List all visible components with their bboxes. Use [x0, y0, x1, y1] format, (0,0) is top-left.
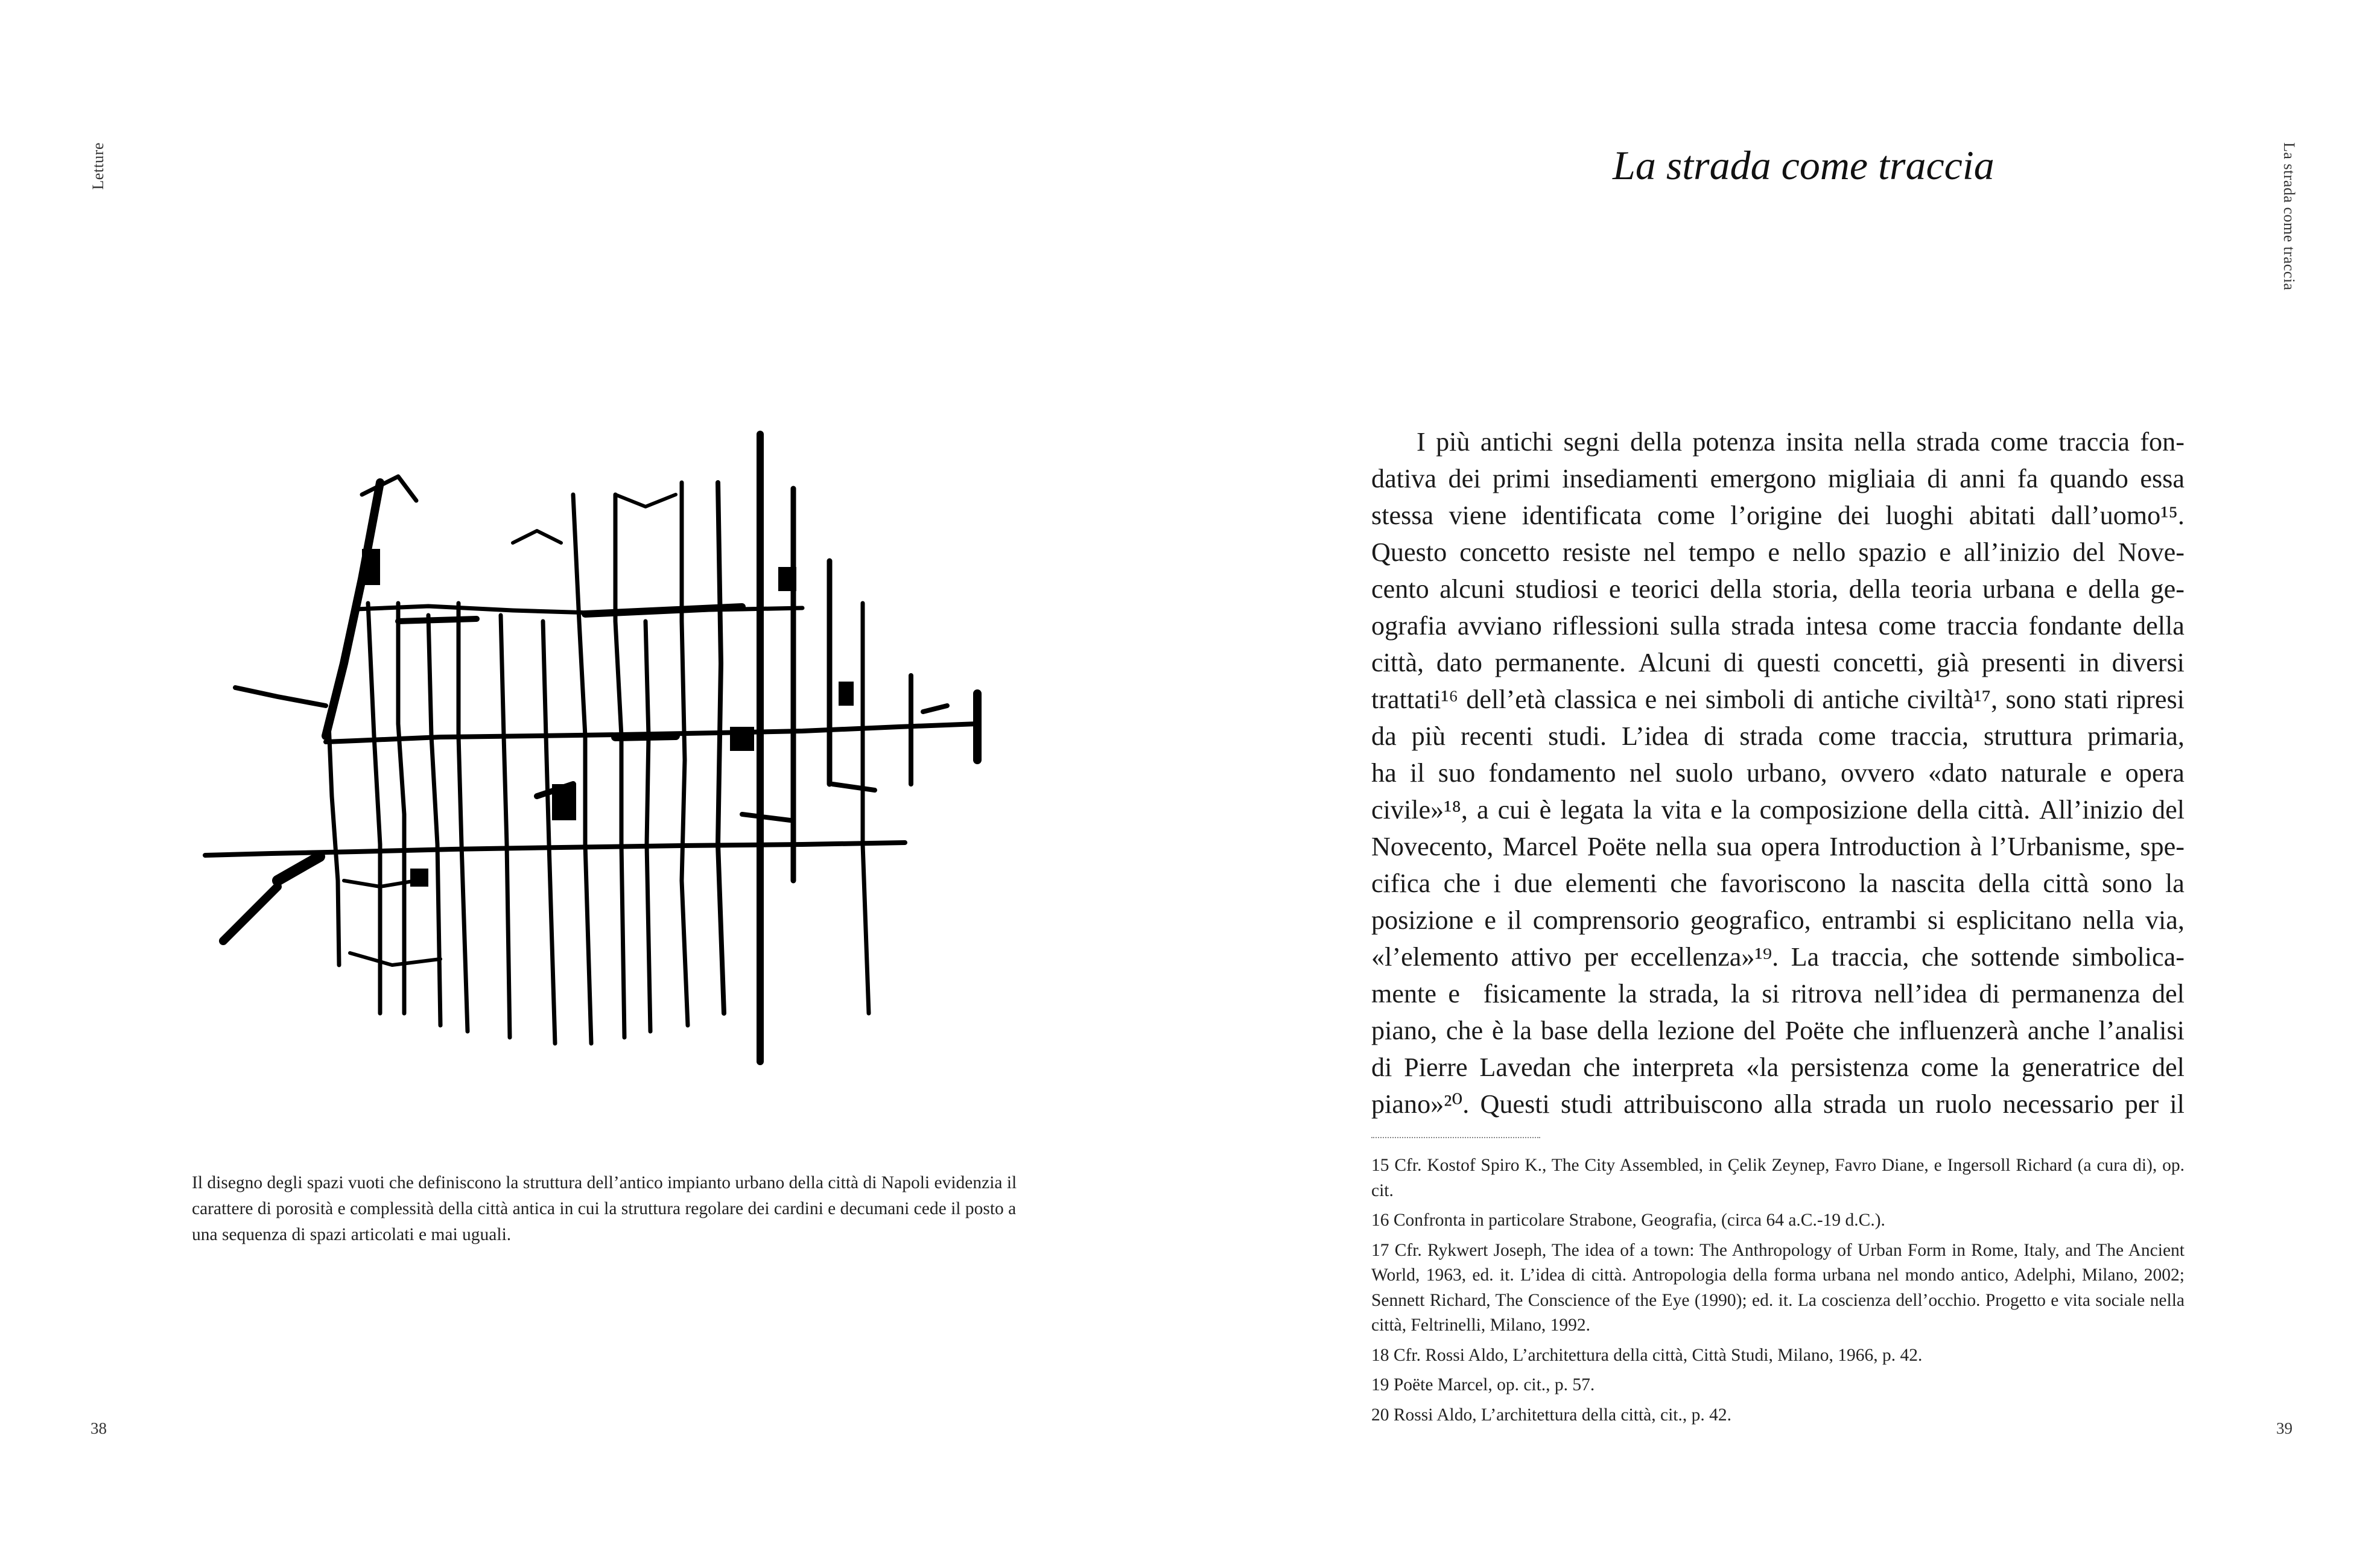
- body-line: [1371, 607, 2185, 644]
- word: come: [1878, 611, 1937, 641]
- footnote-20: 20 Rossi Aldo, L’architettura della città, cit., p. 42.: [1371, 1405, 1731, 1425]
- word: come: [1818, 721, 1876, 751]
- word: via,: [2145, 905, 2185, 935]
- word: interpreta: [1632, 1053, 1734, 1082]
- word: sua: [1716, 832, 1752, 861]
- word: base: [1540, 1016, 1588, 1045]
- word: resiste: [1562, 537, 1631, 567]
- word: strada: [1731, 611, 1795, 641]
- word: ritrova: [1791, 979, 1862, 1008]
- word: fondante: [2028, 611, 2122, 641]
- word: piano»²⁰.: [1371, 1089, 1470, 1119]
- word: urbano,: [1746, 758, 1827, 788]
- word: città,: [1371, 648, 1424, 677]
- word: che: [1445, 1016, 1484, 1045]
- word: favoriscono: [1720, 869, 1846, 898]
- word: emergono: [1710, 464, 1817, 493]
- word: della: [2088, 574, 2140, 604]
- word: primi: [1493, 464, 1550, 493]
- word: e: [2065, 574, 2078, 604]
- word: alcuni: [1439, 574, 1505, 604]
- body-text: [1371, 423, 2185, 1122]
- word: studi: [1561, 1089, 1613, 1119]
- word: Novecento,: [1371, 832, 1494, 861]
- footnotes: [1371, 1153, 2185, 1432]
- word: della: [2133, 611, 2185, 641]
- word: civile»¹⁸,: [1371, 795, 1468, 825]
- word: della: [1710, 574, 1762, 604]
- word: di: [1723, 648, 1745, 677]
- word: della: [1917, 795, 1969, 825]
- word: si: [1927, 905, 1946, 935]
- word: sottende: [1970, 942, 2060, 972]
- body-line: [1371, 497, 2185, 534]
- word: civiltà¹⁷,: [1907, 685, 1998, 714]
- word: da: [1371, 721, 1397, 751]
- word: ha: [1371, 758, 1397, 788]
- word: antichi: [1480, 427, 1553, 457]
- word: teorici: [1631, 574, 1699, 604]
- word: di: [1927, 464, 1948, 493]
- word: nella: [1655, 832, 1707, 861]
- word: l’analisi: [2098, 1016, 2185, 1045]
- word: Introduction: [1829, 832, 1961, 861]
- word: concetti,: [1833, 648, 1925, 677]
- word: Poëte: [1587, 832, 1646, 861]
- word: la: [1990, 1053, 2010, 1082]
- body-line: [1371, 1086, 2185, 1122]
- word: nel: [1643, 537, 1676, 567]
- word: migliaia: [1828, 464, 1915, 493]
- word: necessario: [2002, 1089, 2114, 1119]
- word: fisicamente: [1483, 979, 1607, 1008]
- word: strada: [1823, 1089, 1887, 1119]
- word: strada,: [1649, 979, 1719, 1008]
- word: suolo: [1675, 758, 1733, 788]
- word: mente: [1371, 979, 1436, 1008]
- word: «la: [1746, 1053, 1779, 1082]
- word: influenzerà: [1899, 1016, 2019, 1045]
- word: eccellenza»¹⁹.: [1630, 942, 1779, 972]
- body-line: [1371, 718, 2185, 755]
- word: anni: [1960, 464, 2006, 493]
- word: urbana: [1982, 574, 2055, 604]
- word: si: [1762, 979, 1780, 1008]
- body-line: [1371, 791, 2185, 828]
- word: a: [1476, 795, 1489, 825]
- word: è: [1539, 795, 1552, 825]
- word: legata: [1560, 795, 1624, 825]
- word: studiosi: [1515, 574, 1599, 604]
- word: e: [1710, 795, 1722, 825]
- word: spe-: [2140, 832, 2185, 861]
- footnote-divider: [1371, 1137, 1540, 1138]
- word: nello: [1792, 537, 1846, 567]
- body-line: [1371, 571, 2185, 607]
- chapter-title: La strada come traccia: [1613, 142, 1994, 188]
- word: fon-: [2140, 427, 2185, 457]
- word: dell’età: [1466, 685, 1546, 714]
- word: già: [1937, 648, 1969, 677]
- word: della: [1978, 869, 2030, 898]
- word: Lavedan: [1479, 1053, 1572, 1082]
- word: trattati¹⁶: [1371, 685, 1458, 714]
- word: la: [2165, 869, 2185, 898]
- word: più: [1436, 427, 1470, 457]
- word: il: [2169, 1089, 2185, 1119]
- word: comprensorio: [1532, 905, 1680, 935]
- word: posizione: [1371, 905, 1474, 935]
- word: I: [1417, 427, 1426, 457]
- word: dativa: [1371, 464, 1436, 493]
- body-line: [1371, 828, 2185, 865]
- word: dall’uomo¹⁵.: [2051, 501, 2185, 530]
- word: «l’elemento: [1371, 942, 1499, 972]
- body-line: [1371, 902, 2185, 939]
- word: più: [1411, 721, 1446, 751]
- right-page: [1190, 0, 2380, 1567]
- word: piano,: [1371, 1016, 1438, 1045]
- word: sono: [2005, 685, 2056, 714]
- word: Poëte: [1785, 1016, 1844, 1045]
- word: del: [2072, 537, 2106, 567]
- footnote-17: 17 Cfr. Rykwert Joseph, The idea of a town: The Anthropology of Urban Form in Rome, Italy, and The Ancient World, 1963, ed. it. L’idea di città. Antropologia della forma urbana nel mondo antico, Adelphi, Milano, 2002; Sennett Richard, The Conscience of the Eye (1990); ed. it. La coscienza dell’occhio. Progetto e vita sociale nella città, Feltrinelli, Milano, 1992.: [1371, 1240, 2185, 1335]
- word: in: [2078, 648, 2099, 677]
- word: antiche: [1822, 685, 1899, 714]
- word: persistenza: [1790, 1053, 1909, 1082]
- word: cui: [1497, 795, 1531, 825]
- word: ge-: [2150, 574, 2185, 604]
- word: di: [1371, 1053, 1392, 1082]
- word: presenti: [1981, 648, 2066, 677]
- word: come: [1657, 501, 1715, 530]
- word: Marcel: [1502, 832, 1578, 861]
- word: simboli: [1705, 685, 1786, 714]
- word: primaria,: [2087, 721, 2185, 751]
- page-number-right: 39: [2276, 1419, 2293, 1437]
- footnote-18: 18 Cfr. Rossi Aldo, L’architettura della città, Città Studi, Milano, 1966, p. 42.: [1371, 1345, 1923, 1365]
- word: di: [1979, 979, 2000, 1008]
- word: e: [1448, 979, 1460, 1008]
- word: la: [1859, 869, 1879, 898]
- word: come: [1920, 1053, 1979, 1082]
- body-line: [1371, 755, 2185, 791]
- word: come: [1990, 427, 2048, 457]
- word: del: [2152, 795, 2185, 825]
- word: potenza: [1692, 427, 1775, 457]
- word: recenti: [1460, 721, 1534, 751]
- word: che: [1443, 869, 1480, 898]
- word: fondamento: [1488, 758, 1616, 788]
- word: all’inizio: [1963, 537, 2060, 567]
- word: la: [1512, 1016, 1532, 1045]
- word: i: [1493, 869, 1501, 898]
- word: opera: [2125, 758, 2185, 788]
- word: ripresi: [2116, 685, 2185, 714]
- word: dei: [1448, 464, 1481, 493]
- word: «dato: [1928, 758, 1988, 788]
- word: sulla: [1670, 611, 1721, 641]
- word: per: [1584, 942, 1619, 972]
- word: sono: [2101, 869, 2153, 898]
- body-line: [1371, 1049, 2185, 1086]
- word: la: [1617, 979, 1637, 1008]
- word: di: [1793, 685, 1814, 714]
- word: di: [1704, 721, 1725, 751]
- word: riflessioni: [1552, 611, 1660, 641]
- word: alla: [1774, 1089, 1812, 1119]
- word: Pierre: [1404, 1053, 1468, 1082]
- word: del: [2151, 979, 2185, 1008]
- word: strada: [1739, 721, 1803, 751]
- word: entrambi: [1821, 905, 1917, 935]
- word: La: [1791, 942, 1820, 972]
- word: studi.: [1548, 721, 1607, 751]
- word: insita: [1786, 427, 1844, 457]
- word: Nove-: [2118, 537, 2185, 567]
- word: nascita: [1891, 869, 1966, 898]
- word: e: [1645, 685, 1657, 714]
- word: suo: [1438, 758, 1476, 788]
- word: permanenza: [2011, 979, 2140, 1008]
- word: traccia,: [1831, 942, 1909, 972]
- body-line: [1371, 460, 2185, 497]
- word: che: [1583, 1053, 1620, 1082]
- word: e: [1608, 574, 1621, 604]
- word: nel: [1629, 758, 1662, 788]
- word: città.: [1978, 795, 2031, 825]
- word: opera: [1760, 832, 1821, 861]
- word: All’inizio: [2039, 795, 2143, 825]
- word: il: [1409, 758, 1425, 788]
- word: struttura: [1984, 721, 2073, 751]
- body-line: [1371, 681, 2185, 718]
- word: questi: [1756, 648, 1821, 677]
- word: Questi: [1480, 1089, 1550, 1119]
- word: tempo: [1688, 537, 1756, 567]
- word: due: [1514, 869, 1553, 898]
- word: lezione: [1657, 1016, 1735, 1045]
- body-line: [1371, 534, 2185, 571]
- word: permanente.: [1494, 648, 1626, 677]
- word: fa: [2017, 464, 2039, 493]
- word: L’idea: [1621, 721, 1689, 751]
- word: à: [1970, 832, 1982, 861]
- word: elementi: [1565, 869, 1657, 898]
- word: intesa: [1805, 611, 1868, 641]
- word: traccia: [1947, 611, 2018, 641]
- word: Alcuni: [1638, 648, 1711, 677]
- word: cento: [1371, 574, 1429, 604]
- word: classica: [1553, 685, 1637, 714]
- page-number-left: 38: [90, 1419, 107, 1437]
- word: cifica: [1371, 869, 1431, 898]
- footnote-16: 16 Confronta in particolare Strabone, Geografia, (circa 64 a.C.-19 d.C.).: [1371, 1211, 1885, 1230]
- word: nell’idea: [1874, 979, 1967, 1008]
- word: della: [1630, 427, 1682, 457]
- word: ovvero: [1840, 758, 1915, 788]
- word: della: [1597, 1016, 1649, 1045]
- word: storia,: [1772, 574, 1839, 604]
- word: ruolo: [1935, 1089, 1992, 1119]
- word: geografico,: [1690, 905, 1811, 935]
- word: dato: [1436, 648, 1482, 677]
- body-line: [1371, 1012, 2185, 1049]
- word: la: [1731, 795, 1751, 825]
- word: che: [1921, 942, 1959, 972]
- word: nella: [2082, 905, 2134, 935]
- word: insediamenti: [1562, 464, 1699, 493]
- street-map-drawing: [199, 422, 1020, 1092]
- word: che: [1670, 869, 1707, 898]
- word: e: [1484, 905, 1497, 935]
- word: avviano: [1457, 611, 1542, 641]
- word: identificata: [1522, 501, 1642, 530]
- word: per: [2124, 1089, 2159, 1119]
- word: nei: [1664, 685, 1698, 714]
- word: e: [1768, 537, 1780, 567]
- word: abitati: [1969, 501, 2036, 530]
- word: attivo: [1511, 942, 1572, 972]
- word: nella: [1854, 427, 1906, 457]
- running-head-right: La strada come traccia: [2280, 142, 2298, 291]
- word: stessa: [1371, 501, 1434, 530]
- word: diversi: [2112, 648, 2185, 677]
- word: composizione: [1759, 795, 1908, 825]
- word: e: [2099, 758, 2112, 788]
- word: dei: [1837, 501, 1870, 530]
- footnote-19: 19 Poëte Marcel, op. cit., p. 57.: [1371, 1375, 1595, 1394]
- word: quando: [2049, 464, 2128, 493]
- word: generatrice: [2022, 1053, 2140, 1082]
- word: strada: [1916, 427, 1980, 457]
- word: traccia: [2058, 427, 2130, 457]
- word: teoria: [1911, 574, 1972, 604]
- footnote-15: 15 Cfr. Kostof Spiro K., The City Assembled, in Çelik Zeynep, Favro Diane, e Ingersoll Richard (a cura di), op. cit.: [1371, 1156, 2185, 1200]
- word: segni: [1563, 427, 1620, 457]
- word: essa: [2140, 464, 2185, 493]
- word: città: [2043, 869, 2089, 898]
- word: e: [1939, 537, 1951, 567]
- word: attribuiscono: [1623, 1089, 1763, 1119]
- word: che: [1853, 1016, 1890, 1045]
- word: concetto: [1459, 537, 1550, 567]
- word: vita: [1661, 795, 1702, 825]
- word: luoghi: [1885, 501, 1954, 530]
- word: naturale: [2001, 758, 2087, 788]
- word: del: [1743, 1016, 1776, 1045]
- word: la: [1731, 979, 1750, 1008]
- word: il: [1507, 905, 1522, 935]
- word: è: [1491, 1016, 1504, 1045]
- word: anche: [2027, 1016, 2090, 1045]
- word: traccia,: [1891, 721, 1969, 751]
- word: del: [2151, 1053, 2185, 1082]
- body-line: [1371, 939, 2185, 975]
- word: la: [1633, 795, 1652, 825]
- word: della: [1848, 574, 1901, 604]
- running-head-left: Letture: [89, 142, 107, 190]
- word: l’origine: [1730, 501, 1823, 530]
- body-line: [1371, 423, 2185, 460]
- word: spazio: [1858, 537, 1927, 567]
- word: simbolica-: [2072, 942, 2185, 972]
- body-line: [1371, 644, 2185, 681]
- body-line: [1371, 975, 2185, 1012]
- figure-caption: Il disegno degli spazi vuoti che definiscono la struttura dell’antico impianto urbano della città di Napoli evidenzia il carattere di porosità e complessità della città antica in cui la struttura regolare dei cardini e decumani cede il posto a una sequenza di spazi articolati e mai uguali.: [192, 1173, 1017, 1244]
- word: esplicitano: [1956, 905, 2072, 935]
- word: stati: [2064, 685, 2109, 714]
- word: Questo: [1371, 537, 1447, 567]
- word: l’Urbanisme,: [1991, 832, 2131, 861]
- word: ografia: [1371, 611, 1447, 641]
- word: viene: [1449, 501, 1507, 530]
- word: un: [1897, 1089, 1925, 1119]
- body-line: [1371, 865, 2185, 902]
